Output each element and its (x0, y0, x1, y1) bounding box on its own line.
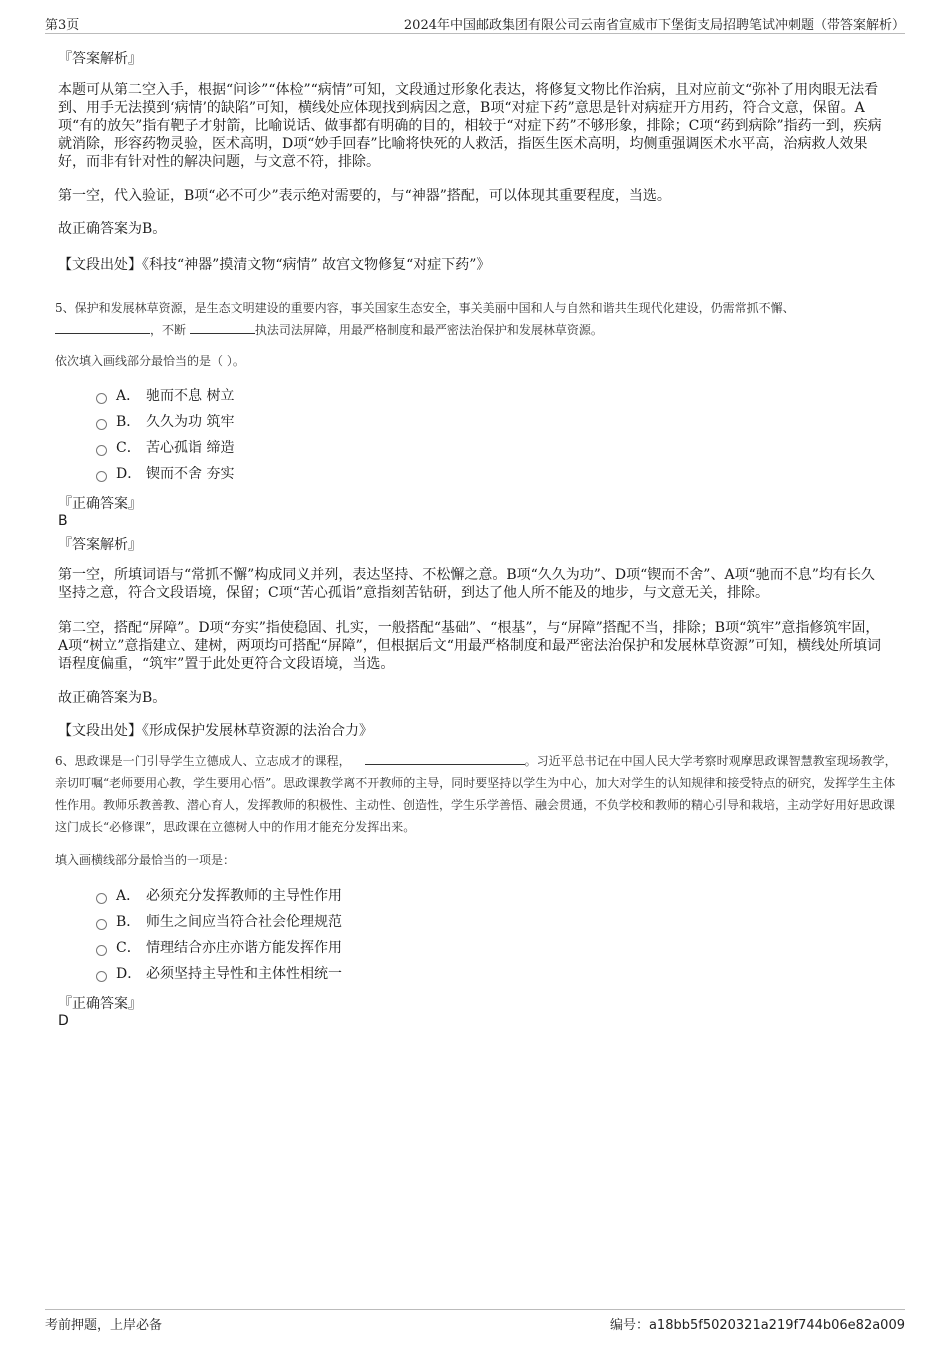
q4-source-text: 《科技“神器”摸清文物“病情” 故宫文物修复“对症下药”》 (142, 257, 491, 273)
q5-stem-part-2: ，不断 (150, 323, 187, 337)
q5-source-label: 【文段出处】 (58, 723, 142, 739)
footer-code (610, 1314, 905, 1333)
q6-prompt: 填入画横线部分最恰当的一项是： (55, 853, 236, 867)
radio-icon[interactable] (96, 945, 107, 956)
footer-code-value: a18bb5f5020321a219f744b06e82a009 (648, 1318, 905, 1333)
radio-icon[interactable] (96, 971, 107, 982)
q4-source (58, 256, 888, 274)
q5-option-c[interactable]: C． 苦心孤诣 缔造 (96, 438, 234, 458)
q5-source-text: 《形成保护发展林草资源的法治合力》 (142, 723, 373, 739)
q5-analysis-label: 『答案解析』 (58, 537, 142, 553)
radio-icon[interactable] (96, 419, 107, 430)
q5-conclusion: 故正确答案为B。 (58, 690, 167, 706)
q6-stem-text (55, 750, 900, 838)
radio-icon[interactable] (96, 393, 107, 404)
q4-analysis-label: 『答案解析』 (58, 51, 142, 67)
radio-icon[interactable] (96, 471, 107, 482)
q6-option-b[interactable]: B． 师生之间应当符合社会伦理规范 (96, 912, 342, 932)
q5-answer: B (58, 513, 68, 529)
q6-option-d[interactable]: D． 必须坚持主导性和主体性相统一 (96, 964, 342, 984)
q5-stem (55, 297, 900, 341)
radio-icon[interactable] (96, 893, 107, 904)
q5-stem-part-3: 执法司法屏障，用最严格制度和最严密法治保护和发展林草资源。 (254, 323, 603, 337)
footer-slogan: 考前押题，上岸必备 (45, 1318, 163, 1333)
q6-option-c[interactable]: C． 情理结合亦庄亦谐方能发挥作用 (96, 938, 342, 958)
q5-analysis-paragraph-2: 第二空，搭配“屏障”。D项“夯实”指使稳固、扎实，一般搭配“基础”、“根基”，与“屏障”搭配不当，排除；B项“筑牢”意指修筑牢固，A项“树立”意指建立、建树，两项均可搭配“屏障”，但根据后文“用最严格制度和最严密法治保护和发展林草资源”可知，横线处所填词语程度偏重，“筑牢”置于此处更符合文段语境，当选。 (58, 620, 882, 672)
q6-answer: D (58, 1013, 69, 1029)
q5-option-b[interactable]: B． 久久为功 筑牢 (96, 412, 234, 432)
q6-stem-part-2: 。习近平总书记在中国人民大学考察时观摩思政课智慧教室现场教学，亲切叮嘱“老师要用心教，学生要用心悟”。思政课教学离不开教师的主导，同时要坚持以学生为中心，加大对学生的认知规律和接受特点的研究，发挥学生主体性作用。教师乐教善教、潜心育人，发挥教师的积极性、主动性、创造性，学生乐学善悟、融会贯通，不负学校和教师的精心引导和栽培，主动学好用好思政课这门成长“必修课”，思政课在立德树人中的作用才能充分发挥出来。 (55, 754, 897, 834)
q4-analysis-paragraph-2: 第一空，代入验证，B项“必不可少”表示绝对需要的，与“神器”搭配，可以体现其重要程度，当选。 (58, 188, 671, 204)
q4-source-label: 【文段出处】 (58, 257, 142, 273)
q6-stem-part-1: 6、思政课是一门引导学生立德成人、立志成才的课程， (55, 754, 351, 768)
q5-blank-1 (55, 319, 150, 334)
q6-answer-label: 『正确答案』 (58, 996, 142, 1012)
q4-conclusion: 故正确答案为B。 (58, 221, 167, 237)
q5-stem-part-1: 5、保护和发展林草资源，是生态文明建设的重要内容，事关国家生态安全，事关美丽中国和人与自然和谐共生现代化建设，仍需常抓不懈、 (55, 301, 795, 315)
q6-blank (365, 750, 525, 765)
q5-option-d[interactable]: D． 锲而不舍 夯实 (96, 464, 234, 484)
q6-option-a[interactable]: A． 必须充分发挥教师的主导性作用 (96, 886, 342, 906)
q5-answer-label: 『正确答案』 (58, 496, 142, 512)
footer-code-label: 编号： (609, 1318, 649, 1333)
q5-source (58, 722, 888, 740)
q4-analysis-paragraph-1: 本题可从第二空入手，根据“问诊”“体检”“病情”可知，文段通过形象化表达，将修复文物比作治病，且对应前文“弥补了用肉眼无法看到、用手无法摸到‘病情’的缺陷”可知，横线处应体现找到病因之意，B项“对症下药”意思是针对病症开方用药，符合文意，保留。A项“有的放矢”指有靶子才射箭，比喻说话、做事都有明确的目的，相较于“对症下药”不够形象，排除；C项“药到病除”指药一到，疾病就消除，形容药物灵验，医术高明，D项“妙手回春”比喻将快死的人救活，指医生医术高明，均侧重强调医术水平高，治病救人效果好，而非有针对性的解决问题，与文意不符，排除。 (58, 82, 882, 170)
q5-blank-2 (190, 319, 255, 334)
q5-analysis-paragraph-1: 第一空，所填词语与“常抓不懈”构成同义并列，表达坚持、不松懈之意。B项“久久为功”、D项“锲而不舍”、A项“驰而不息”均有长久坚持之意，符合文段语境，保留；C项“苦心孤诣”意指刻苦钻研，到达了他人所不能及的地步，与文意无关，排除。 (58, 567, 875, 601)
q5-prompt: 依次填入画线部分最恰当的是（ ）。 (55, 354, 245, 368)
radio-icon[interactable] (96, 445, 107, 456)
footer-divider (45, 1309, 905, 1310)
radio-icon[interactable] (96, 919, 107, 930)
page-number: 第3页 (45, 18, 80, 33)
document-title: 2024年中国邮政集团有限公司云南省宣威市下堡街支局招聘笔试冲刺题（带答案解析） (403, 18, 905, 33)
q5-option-a[interactable]: A． 驰而不息 树立 (96, 386, 234, 406)
header-divider (45, 33, 905, 34)
